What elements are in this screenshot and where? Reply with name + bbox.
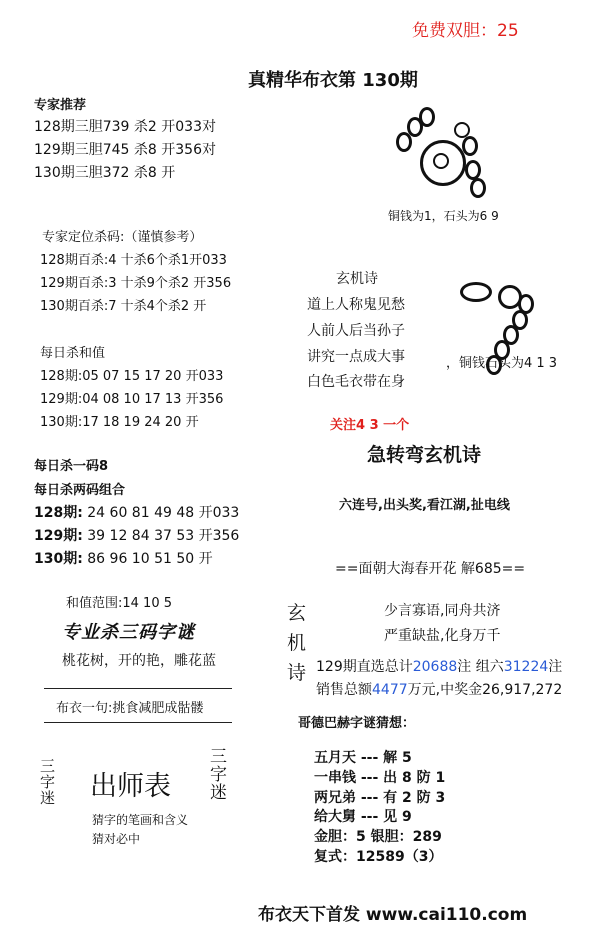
kill-position-line: 129期百杀:3 十杀9个杀2 开356 [40, 276, 232, 291]
face-line: ==面朝大海春开花 解685== [335, 561, 526, 577]
goethe-heading: 哥德巴赫字谜猜想： [298, 716, 416, 731]
sum-range: 和值范围:14 10 5 [66, 596, 172, 611]
xuanji-char: 诗 [287, 662, 307, 684]
riddle-char: 三 [210, 747, 227, 767]
coins-caption-2: ，铜钱石头为4 1 3 [446, 356, 558, 371]
riddle-char: 迷 [210, 783, 227, 803]
daily-sum-heading: 每日杀和值 [40, 346, 106, 361]
daily-sum-line: 130期:17 18 19 24 20 开 [40, 415, 199, 430]
daily-kill-one-heading: 每日杀一码8 [34, 459, 109, 474]
stats-text: 注 [548, 659, 563, 675]
daily-kill-two-value: 24 60 81 49 48 开033 [82, 505, 240, 521]
divider [44, 722, 232, 723]
daily-kill-two-row [34, 548, 213, 568]
daily-kill-two-row [34, 502, 239, 522]
expert-line: 129期三胆745 杀8 开356对 [34, 142, 216, 158]
stats-text: 万元,中奖金26,917,272 [407, 682, 563, 698]
daily-kill-two-value: 39 12 84 37 53 开356 [82, 528, 240, 544]
urgent-title: 急转弯玄机诗 [367, 444, 482, 466]
three-char-riddle-left [40, 758, 56, 806]
footer-watermark: 布衣天下首发 www.cai110.com [258, 905, 528, 925]
ingot-icon [460, 282, 492, 302]
kill-position-heading: 专家定位杀码:（谨慎参考） [42, 230, 203, 245]
poem-line: 讲究一点成大事 [307, 349, 405, 365]
poem-line: 白色毛衣带在身 [307, 374, 405, 390]
riddle-char: 三 [40, 757, 56, 775]
expert-line: 130期三胆372 杀8 开 [34, 165, 176, 181]
liu-line: 六连号,出头奖,看江湖,扯电线 [339, 498, 510, 513]
stone-icon [462, 136, 478, 156]
riddle-char: 迷 [40, 789, 56, 807]
xuanji-char: 机 [287, 632, 307, 654]
goethe-line: 金胆：5 银胆：289 [314, 829, 442, 845]
follow-label: 关注4 3 一个 [330, 418, 410, 433]
coins-caption: 铜钱为1，石头为6 9 [388, 209, 499, 223]
divider [44, 688, 232, 689]
poem-heading: 玄机诗 [336, 271, 378, 287]
expert-heading: 专家推荐 [34, 98, 87, 113]
free-double-label: 免费双胆：25 [412, 21, 519, 41]
xuanji-line: 严重缺盐,化身万千 [384, 628, 501, 644]
daily-kill-two-heading: 每日杀两码组合 [34, 483, 126, 498]
riddle-main: 出师表 [90, 771, 171, 802]
daily-kill-two-row [34, 525, 239, 545]
stats-value: 4477 [372, 682, 408, 698]
stats-value: 20688 [412, 659, 458, 675]
daily-kill-two-label: 130期: [34, 551, 83, 567]
kill-position-line: 128期百杀:4 十杀6个杀1开033 [40, 253, 227, 268]
riddle-hint: 猜字的笔画和含义 [92, 813, 189, 827]
stone-icon [470, 178, 486, 198]
goethe-line: 一串钱 --- 出 8 防 1 [314, 770, 446, 786]
small-coin-icon [454, 122, 470, 138]
stats-line-2 [316, 679, 562, 699]
riddle-hint: 猜对必中 [92, 832, 141, 846]
riddle-char: 字 [210, 765, 227, 785]
stats-text: 注 组六 [457, 659, 504, 675]
stats-value: 31224 [503, 659, 549, 675]
riddle-title: 专业杀三码字谜 [62, 622, 195, 643]
xuanji-side-title [287, 598, 309, 688]
buyi-line: 布衣一句:挑食减肥成骷髅 [56, 701, 204, 716]
stone-icon [465, 160, 481, 180]
daily-sum-line: 129期:04 08 10 17 13 开356 [40, 392, 224, 407]
goethe-line: 复式：12589（3） [314, 849, 443, 865]
xuanji-char: 玄 [287, 602, 307, 624]
daily-kill-two-value: 86 96 10 51 50 开 [82, 551, 213, 567]
riddle-text: 桃花树，开的艳，雕花蓝 [62, 653, 216, 669]
stats-text: 销售总额 [316, 682, 372, 698]
goethe-line: 两兄弟 --- 有 2 防 3 [314, 790, 446, 806]
riddle-char: 字 [40, 773, 56, 791]
kill-position-line: 130期百杀:7 十杀4个杀2 开 [40, 299, 207, 314]
page-title: 真精华布衣第 130期 [248, 70, 418, 91]
poem-line: 人前人后当孙子 [307, 323, 405, 339]
xuanji-line: 少言寡语,同舟共济 [384, 603, 501, 619]
three-char-riddle-right [210, 748, 230, 802]
daily-sum-line: 128期:05 07 15 17 20 开033 [40, 369, 224, 384]
poem-line: 道上人称鬼见愁 [307, 297, 405, 313]
coin-hole-icon [433, 153, 449, 169]
stone-icon [419, 107, 435, 127]
daily-kill-two-label: 128期: [34, 505, 83, 521]
daily-kill-two-label: 129期: [34, 528, 83, 544]
expert-line: 128期三胆739 杀2 开033对 [34, 119, 216, 135]
goethe-line: 给大舅 --- 见 9 [314, 809, 412, 825]
stats-text: 129期直选总计 [316, 659, 413, 675]
goethe-line: 五月天 --- 解 5 [314, 750, 412, 766]
stats-line-1 [316, 656, 562, 676]
